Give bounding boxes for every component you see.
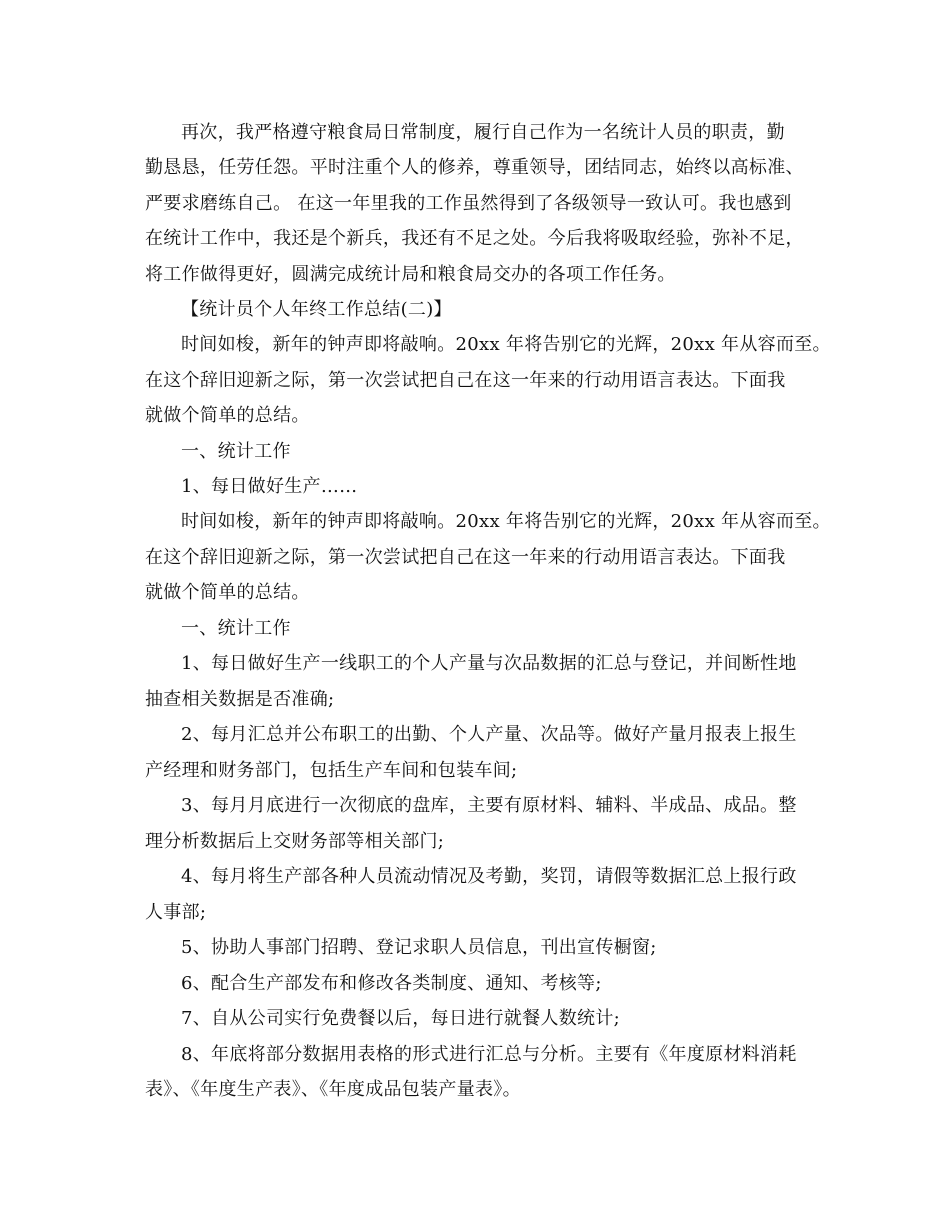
list-item: 8、年底将部分数据用表格的形式进行汇总与分析。主要有《年度原材料消耗	[181, 1044, 797, 1065]
paragraph-line: 在这个辞旧迎新之际，第一次尝试把自己在这一年来的行动用语言表达。下面我	[145, 547, 786, 568]
section-heading: 【统计员个人年终工作总结(二)】	[181, 299, 452, 320]
list-item-continuation: 理分析数据后上交财务部等相关部门;	[145, 831, 445, 852]
list-item: 7、自从公司实行免费餐以后，每日进行就餐人数统计;	[181, 1008, 621, 1029]
paragraph-line: 将工作做得更好，圆满完成统计局和粮食局交办的各项工作任务。	[145, 264, 676, 285]
paragraph-line: 再次，我严格遵守粮食局日常制度，履行自己作为一名统计人员的职责，勤	[181, 122, 785, 143]
list-item: 6、配合生产部发布和修改各类制度、通知、考核等;	[181, 973, 602, 994]
subheading: 一、统计工作	[181, 441, 291, 462]
paragraph-line: 在这个辞旧迎新之际，第一次尝试把自己在这一年来的行动用语言表达。下面我	[145, 370, 786, 391]
paragraph-line: 就做个简单的总结。	[145, 405, 310, 426]
list-item: 3、每月月底进行一次彻底的盘库，主要有原材料、辅料、半成品、成品。整	[181, 795, 797, 816]
paragraph-line: 勤恳恳，任劳任怨。平时注重个人的修养，尊重领导，团结同志，始终以高标准、	[145, 157, 804, 178]
list-item-continuation: 人事部;	[145, 902, 207, 923]
list-item: 2、每月汇总并公布职工的出勤、个人产量、次品等。做好产量月报表上报生	[181, 724, 797, 745]
list-item: 1、每日做好生产一线职工的个人产量与次品数据的汇总与登记，并间断性地	[181, 653, 797, 674]
paragraph-line: 在统计工作中，我还是个新兵，我还有不足之处。今后我将吸取经验，弥补不足，	[145, 228, 804, 249]
paragraph-line: 时间如梭，新年的钟声即将敲响。20xx 年将告别它的光辉，20xx 年从容而至。	[181, 511, 831, 532]
paragraph-line: 时间如梭，新年的钟声即将敲响。20xx 年将告别它的光辉，20xx 年从容而至。	[181, 334, 831, 355]
paragraph-line: 严要求磨练自己。 在这一年里我的工作虽然得到了各级领导一致认可。我也感到	[145, 193, 792, 214]
list-item-continuation: 产经理和财务部门，包括生产车间和包装车间;	[145, 760, 518, 781]
paragraph-line: 就做个简单的总结。	[145, 582, 310, 603]
list-item: 4、每月将生产部各种人员流动情况及考勤，奖罚，请假等数据汇总上报行政	[181, 866, 797, 887]
list-item-continuation: 抽查相关数据是否准确;	[145, 689, 335, 710]
subheading: 一、统计工作	[181, 618, 291, 639]
list-item: 1、每日做好生产……	[181, 476, 358, 497]
list-item-continuation: 表》、《年度生产表》、《年度成品包装产量表》。	[145, 1079, 521, 1100]
list-item: 5、协助人事部门招聘、登记求职人员信息，刊出宣传橱窗;	[181, 937, 657, 958]
